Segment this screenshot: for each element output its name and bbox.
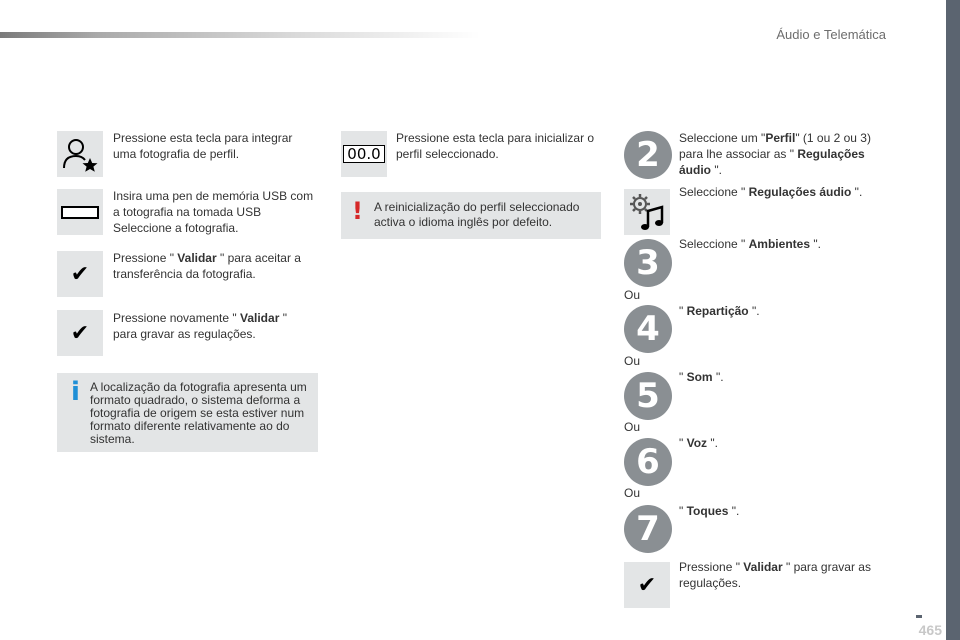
user-star-icon [60, 134, 100, 174]
info-note-text: A localização da fotografia apresenta um formato quadrado, o sistema deforma a fotografia de origem se esta estiver num formato diferente relativamente ao do sistema. [90, 380, 307, 446]
or-label: Ou [624, 420, 641, 434]
section-title: Áudio e Telemática [776, 27, 886, 42]
check-icon: ✔ [637, 572, 657, 598]
reset-display-icon: 00.0 [343, 145, 384, 163]
validate-key-2 [57, 310, 103, 356]
validate-key [57, 251, 103, 297]
warning-note [341, 192, 601, 239]
step-4-number: 4 [624, 305, 672, 353]
step-2-text: Seleccione um "Perfil" (1 ou 2 ou 3) para lhe associar as " Regulações áudio ". [679, 131, 871, 177]
audio-settings-text: Seleccione " Regulações áudio ". [679, 185, 863, 199]
step-5-number: 5 [624, 372, 672, 420]
step-6-number: 6 [624, 438, 672, 486]
warning-icon: ! [352, 197, 363, 225]
or-label: Ou [624, 288, 641, 302]
header-gradient-bar [0, 32, 480, 38]
gear-music-icon [626, 191, 668, 233]
step-6-text: " Voz ". [679, 436, 718, 450]
row-2-text: Insira uma pen de memória USB com a totografia na tomada USB Seleccione a fotografia. [113, 189, 314, 235]
step-3-number: 3 [624, 239, 672, 287]
or-label: Ou [624, 354, 641, 368]
check-icon: ✔ [70, 261, 90, 287]
warning-note-text: A reinicialização do perfil seleccionado activa o idioma inglês por defeito. [374, 200, 580, 229]
row-1-text: Pressione esta tecla para integrar uma fotografia de perfil. [113, 131, 293, 161]
usb-slot-graphic [57, 189, 103, 235]
step-7-number: 7 [624, 505, 672, 553]
row-3-text: Pressione " Validar " para aceitar a transferência da fotografia. [113, 251, 301, 281]
or-label: Ou [624, 486, 641, 500]
step-5-text: " Som ". [679, 370, 724, 384]
step-4-text: " Repartição ". [679, 304, 760, 318]
row-4-text: Pressione novamente " Validar " para gravar as regulações. [113, 311, 287, 341]
page-marker [916, 615, 922, 618]
step-7-text: " Toques ". [679, 504, 740, 518]
validate-key-3 [624, 562, 670, 608]
info-note [57, 373, 318, 452]
page-number: 465 [918, 622, 942, 638]
final-validate-text: Pressione " Validar " para gravar as regulações. [679, 560, 871, 590]
step-3-text: Seleccione " Ambientes ". [679, 237, 821, 251]
usb-icon [61, 206, 99, 219]
info-icon: i [71, 377, 80, 407]
reset-key [341, 131, 387, 177]
chapter-tab-strip [946, 0, 960, 640]
reset-text: Pressione esta tecla para inicializar o perfil seleccionado. [396, 131, 595, 161]
profile-photo-key [57, 131, 103, 177]
check-icon: ✔ [70, 320, 90, 346]
audio-settings-key [624, 189, 670, 235]
step-2-number: 2 [624, 131, 672, 179]
